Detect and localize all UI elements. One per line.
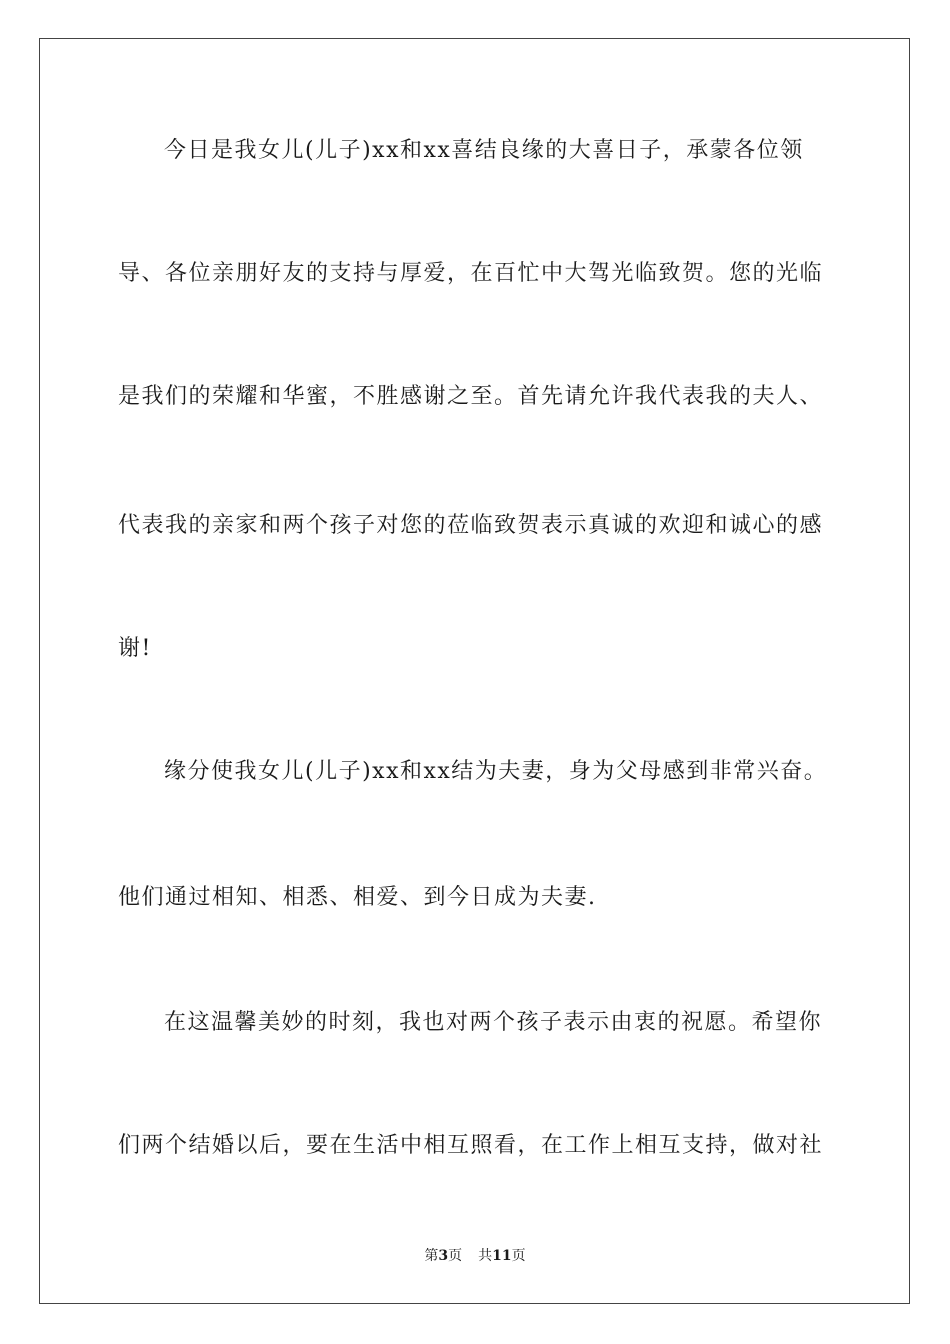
paragraph-3-line-1: 在这温馨美妙的时刻，我也对两个孩子表示由衷的祝愿。希望你 [164,1010,823,1035]
total-page-count: 11 [492,1248,512,1264]
paragraph-2-line-2: 他们通过相知、相悉、相爱、到今日成为夫妻. [118,885,597,910]
paragraph-1-line-5: 谢! [118,636,152,661]
paragraph-3-line-2: 们两个结婚以后，要在生活中相互照看，在工作上相互支持，做对社 [118,1133,824,1158]
paragraph-1-line-3: 是我们的荣耀和华蜜，不胜感谢之至。首先请允许我代表我的夫人、 [118,384,824,409]
paragraph-1-line-2: 导、各位亲朋好友的支持与厚爱，在百忙中大驾光临致贺。您的光临 [118,261,824,286]
paragraph-1-line-1: 今日是我女儿(儿子)xx和xx喜结良缘的大喜日子，承蒙各位领 [164,138,804,163]
current-page-number: 3 [438,1248,449,1264]
page-number-footer [0,1246,950,1266]
paragraph-2-line-1: 缘分使我女儿(儿子)xx和xx结为夫妻，身为父母感到非常兴奋。 [164,759,828,784]
total-suffix: 页 [511,1248,526,1264]
page-suffix: 页 [448,1248,463,1264]
paragraph-1-line-4: 代表我的亲家和两个孩子对您的莅临致贺表示真诚的欢迎和诚心的感 [118,513,824,538]
page-frame [39,38,910,1304]
page-prefix: 第 [424,1248,439,1264]
total-prefix: 共 [478,1248,493,1264]
